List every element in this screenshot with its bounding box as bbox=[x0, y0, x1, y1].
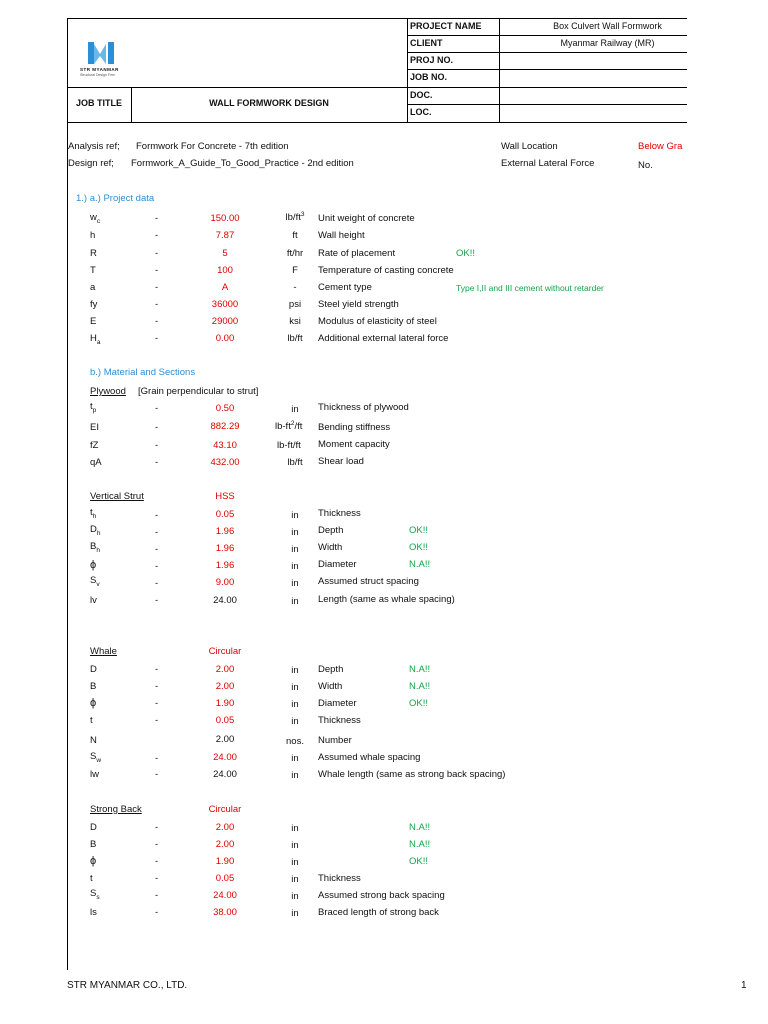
param-desc: Additional external lateral force bbox=[318, 333, 449, 344]
vertical-strut-heading: Vertical Strut bbox=[90, 491, 144, 502]
param-dash: - bbox=[155, 544, 159, 555]
param-symbol: qA bbox=[90, 457, 102, 468]
status-note: N.A!! bbox=[409, 839, 431, 850]
param-unit: in bbox=[291, 716, 299, 727]
param-unit: in bbox=[291, 527, 299, 538]
param-dash: - bbox=[155, 440, 159, 451]
param-symbol: $S_v$ bbox=[90, 575, 100, 588]
param-value: 2.00 bbox=[215, 664, 235, 675]
param-dash: - bbox=[155, 403, 159, 414]
param-value: A bbox=[221, 282, 229, 293]
param-dash: - bbox=[155, 769, 159, 780]
param-desc: Depth bbox=[318, 664, 344, 675]
project-name-label: PROJECT NAME bbox=[410, 21, 482, 31]
footer-company: STR MYANMAR CO., LTD. bbox=[67, 980, 188, 991]
param-symbol: a bbox=[90, 282, 96, 293]
phi-symbol: ϕ bbox=[90, 697, 97, 709]
param-dash: - bbox=[155, 664, 159, 675]
param-value: 2.00 bbox=[215, 822, 235, 833]
param-value: 1.96 bbox=[215, 543, 235, 554]
param-symbol: $t_h$ bbox=[90, 507, 97, 520]
param-desc: Modulus of elasticity of steel bbox=[318, 316, 437, 327]
param-value: 882.29 bbox=[210, 421, 240, 432]
param-symbol: EI bbox=[90, 422, 99, 433]
param-unit: F bbox=[292, 265, 298, 276]
param-value: 36000 bbox=[211, 299, 239, 310]
param-dash: - bbox=[155, 457, 159, 468]
param-desc: Cement type bbox=[318, 282, 372, 293]
param-symbol: B bbox=[90, 839, 97, 850]
logo-line1: STR MYANMAR bbox=[80, 67, 119, 72]
param-desc: Assumed strong back spacing bbox=[318, 890, 445, 901]
wall-location-value: Below Gra bbox=[638, 141, 683, 152]
param-unit: in bbox=[291, 561, 299, 572]
analysis-ref-label: Analysis ref; bbox=[68, 141, 120, 152]
param-symbol: $D_h$ bbox=[90, 524, 101, 537]
param-value: 2.00 bbox=[215, 734, 235, 745]
param-desc: Number bbox=[318, 735, 352, 746]
param-value: 0.05 bbox=[215, 715, 235, 726]
param-value: 150.00 bbox=[210, 213, 240, 224]
param-symbol: N bbox=[90, 735, 97, 746]
param-value: 1.90 bbox=[215, 856, 235, 867]
param-value: 38.00 bbox=[213, 907, 237, 918]
param-desc: Temperature of casting concrete bbox=[318, 265, 454, 276]
param-dash: - bbox=[155, 230, 159, 241]
vertical-strut-type: HSS bbox=[215, 491, 235, 502]
param-desc: Braced length of strong back bbox=[318, 907, 439, 918]
phi-symbol: ϕ bbox=[90, 855, 97, 867]
param-unit: in bbox=[291, 891, 299, 902]
param-desc: Rate of placement bbox=[318, 248, 396, 259]
external-force-value: No. bbox=[638, 160, 653, 171]
param-value: 29000 bbox=[211, 316, 239, 327]
param-unit: in bbox=[291, 578, 299, 589]
logo-line2: Structural Design Firm bbox=[80, 73, 115, 77]
status-note: OK!! bbox=[409, 542, 429, 553]
status-note: OK!! bbox=[409, 698, 429, 709]
param-desc: Thickness bbox=[318, 873, 361, 884]
param-dash: - bbox=[155, 578, 159, 589]
status-note: N.A!! bbox=[409, 664, 431, 675]
param-desc: Shear load bbox=[318, 456, 364, 467]
param-symbol: D bbox=[90, 664, 97, 675]
param-symbol: h bbox=[90, 230, 96, 241]
param-unit: in bbox=[291, 665, 299, 676]
whale-heading: Whale bbox=[90, 646, 117, 657]
param-unit: $lb-ft^2/ft$ bbox=[275, 420, 303, 433]
param-dash: - bbox=[155, 510, 159, 521]
param-unit: in bbox=[291, 544, 299, 555]
phi-symbol: ϕ bbox=[90, 559, 97, 571]
param-symbol: $S_w$ bbox=[90, 751, 102, 764]
param-dash: - bbox=[155, 248, 159, 259]
param-dash: - bbox=[155, 282, 159, 293]
plywood-heading: Plywood bbox=[90, 386, 126, 397]
section2-title: b.) Material and Sections bbox=[90, 367, 196, 378]
param-unit: in bbox=[291, 840, 299, 851]
param-unit: in bbox=[291, 596, 299, 607]
loc-label: LOC. bbox=[410, 107, 432, 117]
param-symbol: ls bbox=[90, 907, 97, 918]
param-dash: - bbox=[155, 753, 159, 764]
param-desc: Assumed whale spacing bbox=[318, 752, 421, 763]
status-note: OK!! bbox=[409, 856, 429, 867]
left-margin-line bbox=[67, 122, 68, 970]
param-value: 24.00 bbox=[213, 890, 237, 901]
param-value: 2.00 bbox=[215, 681, 235, 692]
param-desc: Steel yield strength bbox=[318, 299, 399, 310]
param-dash: - bbox=[155, 213, 159, 224]
param-unit: ft/hr bbox=[286, 248, 304, 259]
external-force-label: External Lateral Force bbox=[501, 158, 595, 169]
param-desc: Whale length (same as strong back spacing) bbox=[318, 769, 506, 780]
param-unit: ksi bbox=[289, 316, 301, 327]
param-value: 7.87 bbox=[215, 230, 235, 241]
client-value: Myanmar Railway (MR) bbox=[560, 38, 655, 48]
param-dash: - bbox=[155, 265, 159, 276]
param-symbol: $H_a$ bbox=[90, 333, 101, 346]
param-value: 43.10 bbox=[213, 440, 237, 451]
status-note: Type I,II and III cement without retarder bbox=[456, 283, 604, 293]
param-desc: Wall height bbox=[318, 230, 365, 241]
section1-title: 1.) a.) Project data bbox=[76, 193, 155, 204]
param-dash: - bbox=[155, 890, 159, 901]
param-unit: lb/ft bbox=[287, 333, 303, 344]
param-value: 0.05 bbox=[215, 873, 235, 884]
proj-no-label: PROJ NO. bbox=[410, 55, 454, 65]
param-symbol: t bbox=[90, 873, 93, 884]
param-value: 1.96 bbox=[215, 560, 235, 571]
analysis-ref-value: Formwork For Concrete - 7th edition bbox=[136, 141, 289, 152]
param-value: 5 bbox=[222, 248, 228, 259]
param-unit: ft bbox=[292, 230, 298, 241]
param-symbol: t bbox=[90, 715, 93, 726]
param-dash: - bbox=[155, 822, 159, 833]
param-symbol: T bbox=[90, 265, 96, 276]
param-unit: nos. bbox=[286, 736, 304, 747]
param-dash: - bbox=[155, 595, 159, 606]
param-unit: in bbox=[291, 753, 299, 764]
param-unit: psi bbox=[288, 299, 302, 310]
param-value: 0.05 bbox=[215, 509, 235, 520]
design-ref-label: Design ref; bbox=[68, 158, 114, 169]
status-note: N.A!! bbox=[409, 681, 431, 692]
doc-label: DOC. bbox=[410, 90, 433, 100]
param-desc: Width bbox=[318, 681, 343, 692]
param-dash: - bbox=[155, 422, 159, 433]
param-desc: Unit weight of concrete bbox=[318, 213, 415, 224]
wall-location-label: Wall Location bbox=[501, 141, 558, 152]
param-desc: Thickness bbox=[318, 715, 361, 726]
design-ref-value: Formwork_A_Guide_To_Good_Practice - 2nd edition bbox=[131, 158, 354, 169]
param-desc: Diameter bbox=[318, 698, 357, 709]
status-note: OK!! bbox=[456, 248, 476, 259]
param-unit: in bbox=[291, 908, 299, 919]
param-value: 9.00 bbox=[215, 577, 235, 588]
param-value: 2.00 bbox=[215, 839, 235, 850]
param-symbol: fZ bbox=[90, 440, 99, 451]
company-logo bbox=[80, 40, 140, 80]
status-note: OK!! bbox=[409, 525, 429, 536]
param-unit: in bbox=[291, 874, 299, 885]
param-unit: in bbox=[291, 699, 299, 710]
param-value: 1.90 bbox=[215, 698, 235, 709]
param-unit: lb-ft/ft bbox=[277, 440, 301, 451]
param-value: 0.00 bbox=[215, 333, 235, 344]
job-no-label: JOB NO. bbox=[410, 72, 448, 82]
param-symbol: E bbox=[90, 316, 97, 327]
param-desc: Moment capacity bbox=[318, 439, 390, 450]
param-desc: Assumed struct spacing bbox=[318, 576, 419, 587]
param-dash: - bbox=[155, 698, 159, 709]
param-unit: in bbox=[291, 770, 299, 781]
param-symbol: B bbox=[90, 681, 97, 692]
param-unit: lb/ft bbox=[287, 457, 303, 468]
param-symbol: R bbox=[90, 248, 97, 259]
param-dash: - bbox=[155, 856, 159, 867]
param-value: 1.96 bbox=[215, 526, 235, 537]
client-label: CLIENT bbox=[410, 38, 443, 48]
param-desc: Thickness of plywood bbox=[318, 402, 409, 413]
param-value: 0.50 bbox=[215, 403, 235, 414]
param-desc: Bending stiffness bbox=[318, 422, 391, 433]
param-value: 24.00 bbox=[213, 752, 237, 763]
whale-type: Circular bbox=[208, 646, 242, 657]
param-desc: Width bbox=[318, 542, 343, 553]
param-unit: - bbox=[293, 282, 297, 293]
param-unit: in bbox=[291, 510, 299, 521]
param-desc: Thickness bbox=[318, 508, 361, 519]
param-value: 24.00 bbox=[213, 595, 237, 606]
param-unit: in bbox=[291, 682, 299, 693]
param-symbol: $S_s$ bbox=[90, 888, 100, 901]
param-symbol: $w_c$ bbox=[90, 212, 101, 225]
param-value: 432.00 bbox=[210, 457, 240, 468]
param-dash: - bbox=[155, 561, 159, 572]
param-value: 100 bbox=[217, 265, 233, 276]
param-unit: in bbox=[291, 404, 299, 415]
param-unit: $lb/ft^3$ bbox=[285, 211, 305, 224]
strong-back-type: Circular bbox=[208, 804, 242, 815]
job-title-label: JOB TITLE bbox=[75, 98, 122, 108]
plywood-heading-note: [Grain perpendicular to strut] bbox=[138, 386, 259, 397]
param-desc: Diameter bbox=[318, 559, 357, 570]
param-dash: - bbox=[155, 681, 159, 692]
param-symbol: D bbox=[90, 822, 97, 833]
param-dash: - bbox=[155, 333, 159, 344]
param-symbol: lw bbox=[90, 769, 99, 780]
param-dash: - bbox=[155, 527, 159, 538]
param-dash: - bbox=[155, 839, 159, 850]
param-symbol: fy bbox=[90, 299, 98, 310]
page-number: 1 bbox=[741, 980, 747, 991]
param-unit: in bbox=[291, 823, 299, 834]
param-dash: - bbox=[155, 907, 159, 918]
project-name-value: Box Culvert Wall Formwork bbox=[553, 21, 662, 31]
param-symbol: $B_h$ bbox=[90, 541, 100, 554]
param-desc: Depth bbox=[318, 525, 344, 536]
param-dash: - bbox=[155, 873, 159, 884]
param-symbol: lv bbox=[90, 595, 97, 606]
param-dash: - bbox=[155, 715, 159, 726]
param-symbol: $t_p$ bbox=[90, 401, 97, 414]
param-value: 24.00 bbox=[213, 769, 237, 780]
strong-back-heading: Strong Back bbox=[90, 804, 142, 815]
param-desc: Length (same as whale spacing) bbox=[318, 594, 455, 605]
job-title-value: WALL FORMWORK DESIGN bbox=[209, 98, 329, 108]
param-dash: - bbox=[155, 316, 159, 327]
param-unit: in bbox=[291, 857, 299, 868]
status-note: N.A!! bbox=[409, 559, 431, 570]
param-dash: - bbox=[155, 299, 159, 310]
status-note: N.A!! bbox=[409, 822, 431, 833]
